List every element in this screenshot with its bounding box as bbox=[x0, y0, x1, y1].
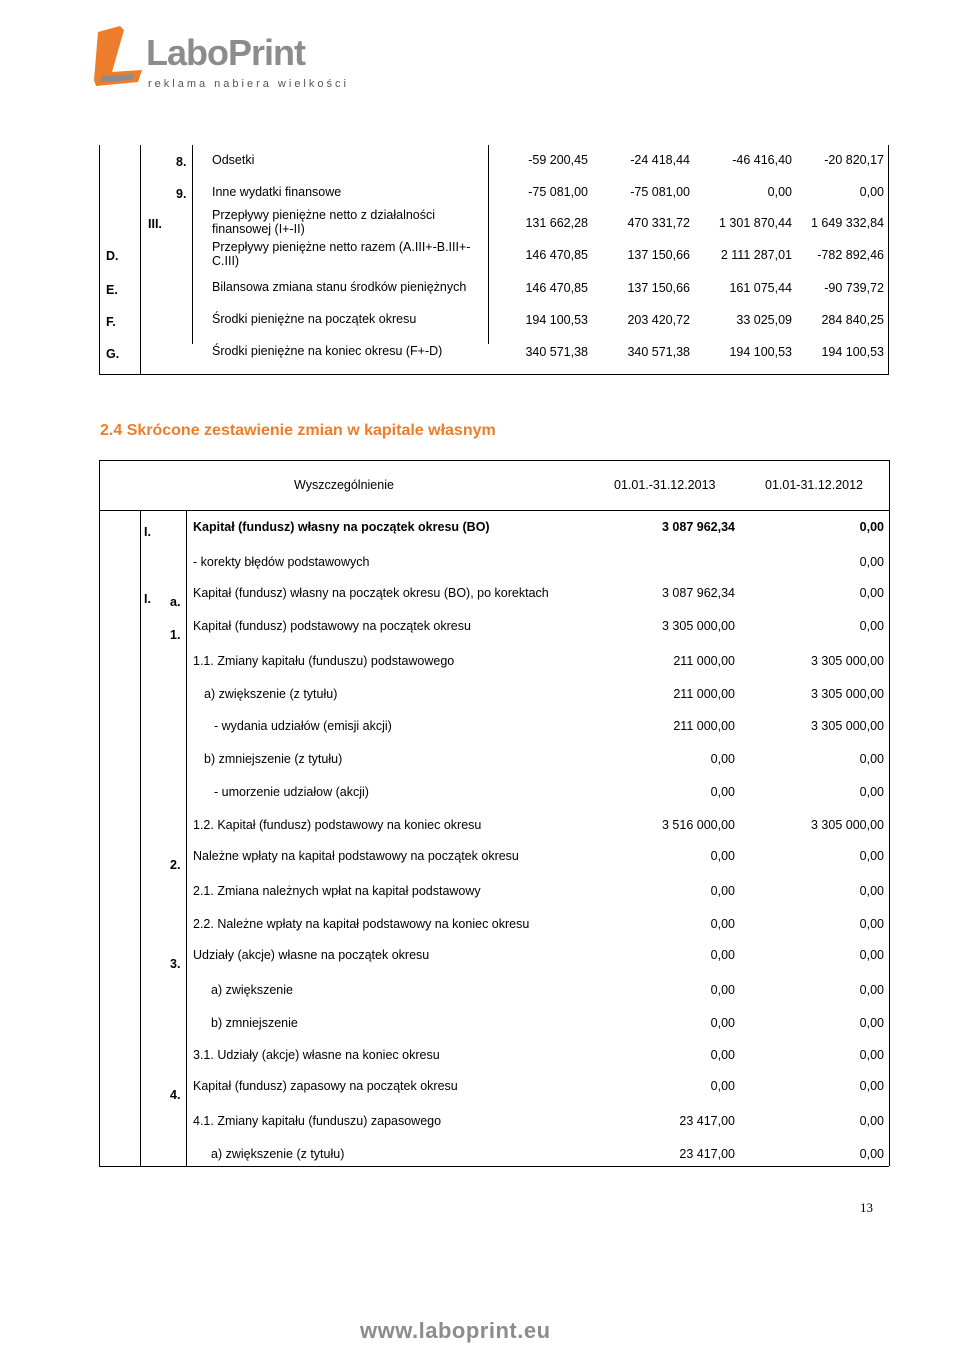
row-value: -782 892,46 bbox=[817, 248, 884, 262]
row-section-number: I. bbox=[144, 591, 151, 606]
row-value-2012: 0,00 bbox=[859, 554, 884, 569]
row-label: Inne wydatki finansowe bbox=[212, 185, 342, 199]
row-value: 137 150,66 bbox=[627, 281, 690, 295]
row-section-letter: F. bbox=[106, 315, 116, 329]
row-label: 2.1. Zmiana należnych wpłat na kapitał podstawowy bbox=[193, 883, 481, 898]
row-label: Środki pieniężne na początek okresu bbox=[212, 312, 417, 326]
row-value: 131 662,28 bbox=[525, 216, 588, 230]
row-value: 0,00 bbox=[859, 185, 884, 199]
row-label: 1.2. Kapitał (fundusz) podstawowy na koniec okresu bbox=[193, 818, 482, 833]
row-value-2013: 0,00 bbox=[710, 1048, 735, 1063]
header-col-2012: 01.01-31.12.2012 bbox=[765, 478, 864, 492]
row-value-2013: 3 087 962,34 bbox=[662, 585, 735, 600]
table-border bbox=[192, 145, 193, 344]
row-value-2012: 0,00 bbox=[859, 916, 884, 931]
row-value-2013: 0,00 bbox=[710, 947, 735, 962]
row-value-2012: 0,00 bbox=[859, 585, 884, 600]
row-value-2012: 3 305 000,00 bbox=[811, 686, 884, 701]
row-value-2012: 0,00 bbox=[859, 1114, 884, 1129]
row-value: 284 840,25 bbox=[821, 313, 884, 327]
row-number: a. bbox=[170, 594, 181, 609]
row-value-2013: 0,00 bbox=[710, 752, 735, 767]
row-value-2013: 0,00 bbox=[710, 1015, 735, 1030]
row-value-2013: 0,00 bbox=[710, 1079, 735, 1094]
row-label: - umorzenie udziałow (akcji) bbox=[214, 785, 369, 800]
row-number: 8. bbox=[176, 155, 187, 169]
row-number: 3. bbox=[170, 956, 181, 971]
row-value: -90 739,72 bbox=[824, 281, 884, 295]
row-value-2012: 3 305 000,00 bbox=[811, 719, 884, 734]
row-label: Należne wpłaty na kapitał podstawowy na początek okresu bbox=[193, 849, 519, 863]
header-col-2013: 01.01.-31.12.2013 bbox=[614, 478, 716, 492]
row-value: 2 111 287,01 bbox=[720, 248, 792, 262]
row-value: 161 075,44 bbox=[729, 281, 792, 295]
row-value-2013: 211 000,00 bbox=[673, 686, 735, 701]
row-value: -59 200,45 bbox=[528, 153, 588, 167]
laboprint-logo bbox=[90, 20, 350, 105]
table-border bbox=[99, 374, 889, 375]
row-number: 4. bbox=[170, 1088, 181, 1103]
row-label: Kapitał (fundusz) podstawowy na początek okresu bbox=[193, 618, 471, 633]
page-number: 13 bbox=[860, 1200, 873, 1215]
row-number: 9. bbox=[176, 187, 187, 201]
row-value: 340 571,38 bbox=[627, 345, 690, 359]
row-value-2012: 0,00 bbox=[859, 520, 884, 534]
row-value: 1 649 332,84 bbox=[811, 216, 884, 230]
row-number: 1. bbox=[170, 627, 181, 642]
row-section-letter: G. bbox=[106, 347, 120, 361]
table-border bbox=[99, 145, 100, 374]
row-value-2013: 23 417,00 bbox=[679, 1114, 735, 1129]
row-value-2013: 0,00 bbox=[710, 883, 735, 898]
row-value: 340 571,38 bbox=[525, 345, 588, 359]
row-section-letter: D. bbox=[106, 249, 119, 263]
logo-text: LaboPrint bbox=[146, 32, 305, 73]
row-label: Kapitał (fundusz) własny na początek okresu (BO) bbox=[193, 520, 490, 534]
row-value-2013: 3 516 000,00 bbox=[662, 818, 735, 833]
row-label: Kapitał (fundusz) zapasowy na początek okresu bbox=[193, 1079, 458, 1094]
logo-tagline: reklama nabiera wielkości bbox=[148, 78, 349, 90]
row-label: b) zmniejszenie bbox=[211, 1015, 298, 1030]
row-value: 1 301 870,44 bbox=[719, 216, 792, 230]
row-value: -75 081,00 bbox=[630, 185, 690, 199]
row-value: -75 081,00 bbox=[528, 185, 588, 199]
row-value-2012: 0,00 bbox=[859, 1048, 884, 1063]
row-label: b) zmniejszenie (z tytułu) bbox=[204, 752, 343, 767]
row-value: 33 025,09 bbox=[736, 313, 792, 327]
row-value: -20 820,17 bbox=[824, 153, 884, 167]
row-value-2013: 211 000,00 bbox=[673, 653, 735, 668]
row-value: 146 470,85 bbox=[525, 248, 588, 262]
footer-website[interactable] bbox=[360, 1318, 551, 1344]
row-value-2013: 23 417,00 bbox=[679, 1147, 735, 1162]
row-value-2012: 0,00 bbox=[859, 1079, 884, 1094]
row-label: a) zwiększenie (z tytułu) bbox=[204, 686, 338, 701]
row-value-2012: 0,00 bbox=[859, 618, 884, 633]
row-label: 4.1. Zmiany kapitału (funduszu) zapasowego bbox=[193, 1114, 442, 1129]
row-label: Środki pieniężne na koniec okresu (F+-D) bbox=[212, 344, 443, 358]
row-value: -24 418,44 bbox=[630, 153, 690, 167]
row-value: 0,00 bbox=[767, 185, 792, 199]
row-label: 2.2. Należne wpłaty na kapitał podstawowy na koniec okresu bbox=[193, 916, 530, 931]
row-value-2013: 0,00 bbox=[710, 849, 735, 863]
row-section-letter: E. bbox=[106, 283, 118, 297]
website-text: www.laboprint.eu bbox=[360, 1318, 551, 1343]
row-value: 194 100,53 bbox=[729, 345, 792, 359]
row-value: 146 470,85 bbox=[525, 281, 588, 295]
table-border bbox=[888, 145, 889, 374]
row-label: Kapitał (fundusz) własny na początek okresu (BO), po korektach bbox=[193, 585, 549, 600]
row-label: - wydania udziałów (emisji akcji) bbox=[214, 719, 392, 734]
header-label: Wyszczególnienie bbox=[294, 478, 394, 492]
table-border bbox=[140, 510, 141, 1166]
row-value-2012: 3 305 000,00 bbox=[811, 818, 884, 833]
row-value: 194 100,53 bbox=[821, 345, 884, 359]
row-value-2013: 0,00 bbox=[710, 982, 735, 997]
row-value: 194 100,53 bbox=[525, 313, 588, 327]
row-value-2013: 3 305 000,00 bbox=[662, 618, 735, 633]
row-value-2012: 0,00 bbox=[859, 982, 884, 997]
row-section-number: I. bbox=[144, 525, 151, 539]
row-value-2013: 3 087 962,34 bbox=[662, 520, 735, 534]
row-value-2012: 0,00 bbox=[859, 1015, 884, 1030]
row-value-2012: 0,00 bbox=[859, 883, 884, 898]
row-value-2013: 211 000,00 bbox=[673, 719, 735, 734]
row-number: 2. bbox=[170, 858, 181, 872]
row-value-2013: 0,00 bbox=[710, 916, 735, 931]
row-value-2012: 3 305 000,00 bbox=[811, 653, 884, 668]
table-border bbox=[186, 510, 187, 1166]
row-value-2012: 0,00 bbox=[859, 947, 884, 962]
row-label: - korekty błędów podstawowych bbox=[193, 554, 370, 569]
row-label: Bilansowa zmiana stanu środków pieniężnych bbox=[212, 280, 467, 294]
section-heading: 2.4 Skrócone zestawienie zmian w kapitale własnym bbox=[100, 422, 496, 439]
row-section-letter: III. bbox=[148, 217, 162, 231]
row-value-2012: 0,00 bbox=[859, 752, 884, 767]
row-label: a) zwiększenie (z tytułu) bbox=[211, 1147, 345, 1162]
table-border bbox=[99, 510, 889, 511]
row-value-2012: 0,00 bbox=[859, 1147, 884, 1162]
row-value-2012: 0,00 bbox=[859, 785, 884, 800]
row-value-2012: 0,00 bbox=[859, 849, 884, 863]
row-label: 3.1. Udziały (akcje) własne na koniec okresu bbox=[193, 1048, 440, 1063]
row-label: 1.1. Zmiany kapitału (funduszu) podstawowego bbox=[193, 653, 455, 668]
table-border bbox=[99, 460, 100, 1166]
table-border bbox=[99, 460, 889, 461]
table-border bbox=[99, 1166, 889, 1167]
table-border bbox=[889, 460, 890, 1166]
row-value: -46 416,40 bbox=[732, 153, 792, 167]
row-label: Odsetki bbox=[212, 153, 255, 167]
row-label: Udziały (akcje) własne na początek okresu bbox=[193, 947, 430, 962]
row-label: Przepływy pieniężne netto razem (A.III+-B.III+-C.III) bbox=[212, 240, 471, 268]
table-border bbox=[140, 145, 141, 374]
row-value: 203 420,72 bbox=[627, 313, 690, 327]
row-label: Przepływy pieniężne netto z działalności finansowej (I+-II) bbox=[212, 208, 436, 236]
row-value: 470 331,72 bbox=[627, 216, 690, 230]
row-value: 137 150,66 bbox=[627, 248, 690, 262]
row-value-2013: 0,00 bbox=[710, 785, 735, 800]
row-label: a) zwiększenie bbox=[211, 982, 293, 997]
